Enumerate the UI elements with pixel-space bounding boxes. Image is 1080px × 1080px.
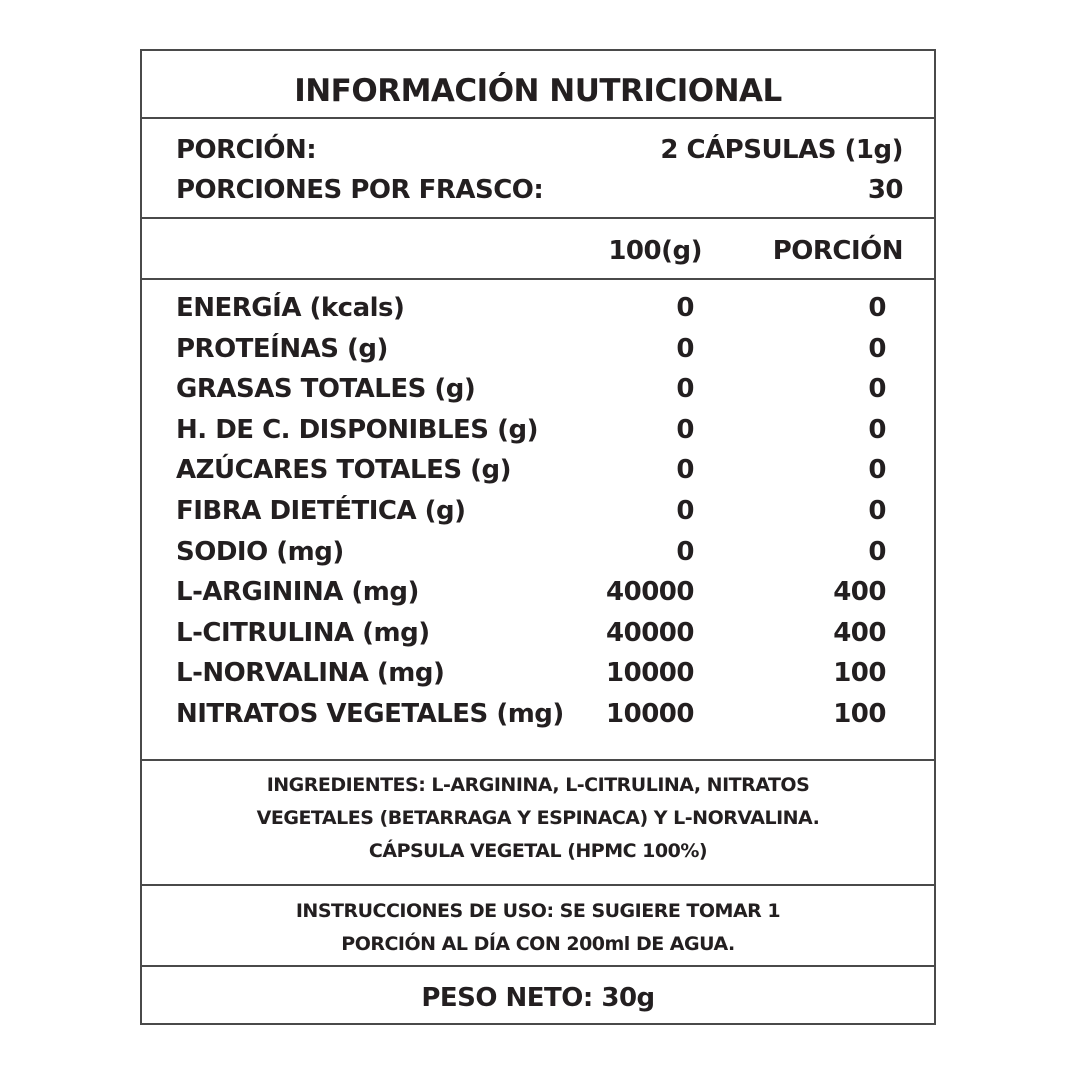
portion-label: PORCIÓN: [176, 135, 317, 165]
nutrient-per100-value: 40000 [606, 577, 694, 608]
nutrient-label: NITRATOS VEGETALES (mg) [176, 699, 564, 729]
net-weight: PESO NETO: 30g [421, 983, 655, 1013]
nutrient-label: H. DE C. DISPONIBLES (g) [176, 414, 538, 445]
divider [142, 217, 934, 219]
nutrition-facts-panel [140, 49, 936, 1025]
nutrient-per100-value: 0 [676, 536, 694, 567]
column-header-portion: PORCIÓN [772, 236, 903, 266]
nutrient-portion-value: 0 [868, 293, 886, 323]
instructions-text [142, 895, 934, 961]
nutrient-per100-value: 0 [676, 293, 694, 323]
nutrient-portion-value: 0 [868, 536, 886, 567]
ingredients-line: INGREDIENTES: L-ARGININA, L-CITRULINA, NITRATOS [266, 774, 810, 796]
panel-title: INFORMACIÓN NUTRICIONAL [294, 73, 782, 109]
nutrient-portion-value: 400 [833, 617, 886, 648]
instructions-line: INSTRUCCIONES DE USO: SE SUGIERE TOMAR 1 [295, 900, 781, 922]
nutrient-per100-value: 10000 [606, 658, 694, 689]
ingredients-line: CÁPSULA VEGETAL (HPMC 100%) [368, 840, 708, 862]
nutrient-portion-value: 0 [868, 496, 886, 526]
nutrient-portion-value: 100 [833, 658, 886, 689]
servings-per-bottle-value: 30 [867, 175, 903, 205]
nutrient-per100-value: 0 [676, 455, 694, 486]
nutrient-label: L-NORVALINA (mg) [176, 658, 445, 689]
divider [142, 278, 934, 280]
nutrient-label: ENERGÍA (kcals) [176, 293, 405, 323]
instructions-line: PORCIÓN AL DÍA CON 200ml DE AGUA. [341, 933, 735, 955]
ingredients-line: VEGETALES (BETARRAGA Y ESPINACA) Y L-NORVALINA. [256, 807, 820, 829]
divider [142, 965, 934, 967]
nutrient-per100-value: 0 [676, 414, 694, 445]
nutrient-portion-value: 0 [868, 455, 886, 486]
nutrient-label: AZÚCARES TOTALES (g) [176, 455, 512, 486]
column-header-per100: 100(g) [608, 236, 702, 266]
nutrient-per100-value: 0 [676, 374, 694, 405]
nutrient-label: L-ARGININA (mg) [176, 577, 419, 608]
nutrient-portion-value: 400 [833, 577, 886, 608]
nutrient-label: PROTEÍNAS (g) [176, 333, 388, 364]
nutrient-label: FIBRA DIETÉTICA (g) [176, 496, 466, 526]
divider [142, 117, 934, 119]
divider [142, 759, 934, 761]
nutrient-portion-value: 0 [868, 374, 886, 405]
nutrient-per100-value: 10000 [606, 699, 694, 729]
divider [142, 884, 934, 886]
nutrient-per100-value: 0 [676, 333, 694, 364]
nutrient-label: L-CITRULINA (mg) [176, 617, 430, 648]
servings-per-bottle-label: PORCIONES POR FRASCO: [176, 175, 544, 205]
nutrient-per100-value: 40000 [606, 617, 694, 648]
nutrient-label: GRASAS TOTALES (g) [176, 374, 476, 405]
nutrient-portion-value: 0 [868, 333, 886, 364]
nutrient-portion-value: 0 [868, 414, 886, 445]
nutrient-portion-value: 100 [833, 699, 886, 729]
nutrient-label: SODIO (mg) [176, 536, 344, 567]
portion-value: 2 CÁPSULAS (1g) [660, 135, 903, 165]
ingredients-text [142, 769, 934, 868]
nutrient-per100-value: 0 [676, 496, 694, 526]
